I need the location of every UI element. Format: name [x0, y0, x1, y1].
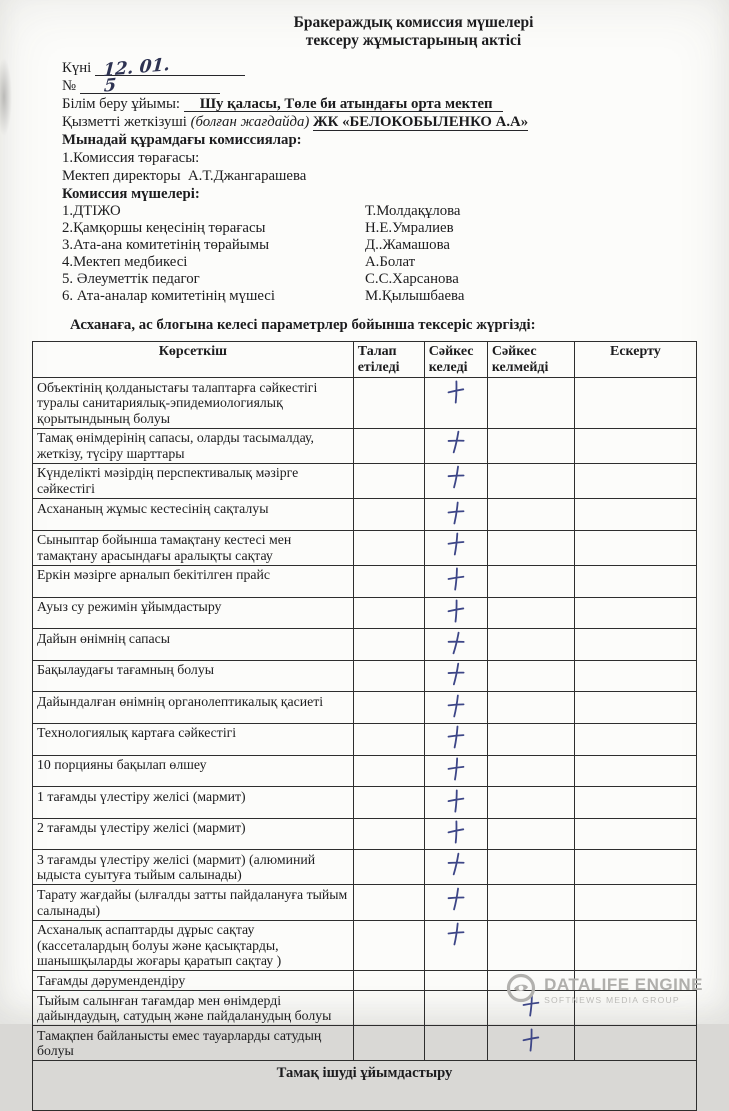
- not-complies-cell: [487, 885, 574, 920]
- document-title-line1: Бракераждық комиссия мүшелері: [293, 14, 534, 31]
- checkmark-icon: [446, 532, 466, 556]
- not-complies-cell: [487, 723, 574, 755]
- date-label: Күні: [62, 60, 92, 76]
- member-row: [62, 271, 695, 288]
- indicator-cell: Тыйым салынған тағамдар мен өнімдерді дайындаудың, сатудың және пайдаланудың болуы: [33, 991, 354, 1026]
- table-row: [33, 378, 697, 429]
- checkmark-icon: [445, 693, 466, 718]
- indicator-cell: Тарату жағдайы (ылғалды затты пайдалануға тыйым салынады): [33, 885, 354, 920]
- members-heading: Комиссия мүшелері:: [62, 186, 200, 202]
- complies-cell: [424, 818, 487, 850]
- table-header-cell: Көрсеткіш: [33, 342, 354, 378]
- required-cell: [353, 920, 424, 971]
- not-complies-cell: [487, 755, 574, 787]
- complies-cell: [424, 971, 487, 991]
- table-footer-row: [33, 1061, 697, 1111]
- member-row: [62, 237, 695, 254]
- organization-line: [62, 95, 695, 113]
- indicator-cell: Объектінің қолданыстағы талаптарға сәйкестігі туралы санитариялық-эпидемиологиялық қорытындының болуы: [33, 378, 354, 429]
- indicator-cell: Технологиялық картаға сәйкестігі: [33, 723, 354, 755]
- complies-cell: [424, 530, 487, 565]
- note-cell: [574, 660, 696, 692]
- organization-label: Білім беру ұйымы:: [62, 96, 181, 112]
- member-role: 6. Ата-аналар комитетінің мүшесі: [62, 288, 275, 304]
- note-cell: [574, 378, 696, 429]
- not-complies-cell: [487, 787, 574, 819]
- complies-cell: [424, 885, 487, 920]
- member-role: 2.Қамқоршы кеңесінің төрағасы: [62, 220, 266, 236]
- checkmark-icon: [445, 567, 466, 592]
- member-name: С.С.Харсанова: [365, 271, 459, 287]
- not-complies-cell: [487, 629, 574, 661]
- indicator-cell: Асхананың жұмыс кестесінің сақталуы: [33, 499, 354, 531]
- table-row: [33, 499, 697, 531]
- required-cell: [353, 428, 424, 463]
- not-complies-cell: [487, 850, 574, 885]
- not-complies-cell: [487, 499, 574, 531]
- header-fields: [62, 54, 695, 305]
- not-complies-cell: [487, 818, 574, 850]
- required-cell: [353, 378, 424, 429]
- commission-heading: Мынадай құрамдағы комиссиялар:: [62, 132, 302, 148]
- checkmark-icon: [446, 725, 466, 749]
- note-cell: [574, 920, 696, 971]
- checkmark-icon: [446, 500, 466, 524]
- checkmark-icon: [445, 598, 467, 624]
- required-cell: [353, 565, 424, 597]
- checkmark-icon: [445, 757, 466, 782]
- table-row: [33, 885, 697, 920]
- complies-cell: [424, 597, 487, 629]
- table-header-cell: Ескерту: [574, 342, 696, 378]
- watermark-text: [544, 976, 703, 1005]
- checkmark-icon: [445, 886, 466, 911]
- indicator-cell: 10 порцияны бақылап өлшеу: [33, 755, 354, 787]
- indicator-cell: Ауыз су режимін ұйымдастыру: [33, 597, 354, 629]
- complies-cell: [424, 660, 487, 692]
- member-row: [62, 203, 695, 220]
- indicator-cell: Тамақпен байланысты емес тауарларды сатудың болуы: [33, 1026, 354, 1061]
- indicator-cell: 1 тағамды үлестіру желісі (мармит): [33, 787, 354, 819]
- complies-cell: [424, 723, 487, 755]
- note-cell: [574, 692, 696, 724]
- note-cell: [574, 565, 696, 597]
- table-header-cell: Сәйкес келеді: [424, 342, 487, 378]
- table-footer-title: Тамақ ішуді ұйымдастыру: [33, 1061, 697, 1111]
- not-complies-cell: [487, 530, 574, 565]
- required-cell: [353, 787, 424, 819]
- number-line: [62, 77, 695, 95]
- table-row: [33, 428, 697, 463]
- required-cell: [353, 818, 424, 850]
- table-row: [33, 692, 697, 724]
- number-value-handwritten: 5: [103, 75, 117, 97]
- note-cell: [574, 597, 696, 629]
- note-cell: [574, 787, 696, 819]
- document-title-line2: тексеру жұмыстарының актісі: [305, 32, 522, 49]
- complies-cell: [424, 428, 487, 463]
- required-cell: [353, 755, 424, 787]
- indicator-cell: Еркін мәзірге арналып бекітілген прайс: [33, 565, 354, 597]
- checkmark-icon: [445, 851, 467, 877]
- table-row: [33, 565, 697, 597]
- table-row: [33, 660, 697, 692]
- chairman-label: 1.Комиссия төрағасы:: [62, 150, 200, 166]
- not-complies-cell: [487, 378, 574, 429]
- indicator-cell: Тамақ өнімдерінің сапасы, оларды тасымалдау, жеткізу, түсіру шарттары: [33, 428, 354, 463]
- required-cell: [353, 885, 424, 920]
- checkmark-icon: [445, 630, 467, 656]
- table-row: [33, 850, 697, 885]
- complies-cell: [424, 463, 487, 498]
- checkmark-icon: [445, 379, 467, 405]
- note-cell: [574, 463, 696, 498]
- complies-cell: [424, 991, 487, 1026]
- not-complies-cell: [487, 1026, 574, 1061]
- checkmark-icon: [445, 465, 466, 490]
- table-row: [33, 463, 697, 498]
- not-complies-cell: [487, 920, 574, 971]
- member-name: Д..Жамашова: [365, 237, 450, 253]
- provider-line: [62, 113, 695, 131]
- complies-cell: [424, 850, 487, 885]
- member-role: 5. Әлеуметтік педагог: [62, 271, 200, 287]
- required-cell: [353, 660, 424, 692]
- member-role: 1.ДТІЖО: [62, 203, 121, 219]
- table-row: [33, 818, 697, 850]
- watermark: [506, 973, 703, 1008]
- table-row: [33, 597, 697, 629]
- date-value-handwritten: 12. 01.: [102, 54, 171, 82]
- members-list: [62, 203, 695, 305]
- complies-cell: [424, 787, 487, 819]
- note-cell: [574, 428, 696, 463]
- header-row: [33, 342, 697, 378]
- organization-value: Шу қаласы, Төле би атындағы орта мектеп: [184, 97, 503, 112]
- checkmark-icon: [445, 819, 467, 845]
- required-cell: [353, 971, 424, 991]
- chairman-value: Мектеп директоры А.Т.Джангарашева: [62, 168, 307, 184]
- checkmark-icon: [445, 662, 467, 687]
- date-underline: [95, 54, 245, 82]
- required-cell: [353, 463, 424, 498]
- required-cell: [353, 850, 424, 885]
- indicator-cell: Тағамды дәрумендендіру: [33, 971, 354, 991]
- note-cell: [574, 723, 696, 755]
- indicator-cell: 3 тағамды үлестіру желісі (мармит) (алюминий ыдыста суытуға тыйым салынады): [33, 850, 354, 885]
- inspection-table-head: [33, 342, 697, 378]
- provider-note: (болған жағдайда): [190, 114, 310, 130]
- complies-cell: [424, 755, 487, 787]
- required-cell: [353, 1026, 424, 1061]
- required-cell: [353, 723, 424, 755]
- complies-cell: [424, 629, 487, 661]
- complies-cell: [424, 692, 487, 724]
- table-header-cell: Сәйкес келмейді: [487, 342, 574, 378]
- not-complies-cell: [487, 565, 574, 597]
- required-cell: [353, 629, 424, 661]
- provider-label: Қызметті жеткізуші: [62, 114, 187, 130]
- table-row: [33, 530, 697, 565]
- table-row: [33, 1026, 697, 1061]
- note-cell: [574, 885, 696, 920]
- note-cell: [574, 850, 696, 885]
- datalife-logo-icon: [506, 973, 536, 1008]
- watermark-title: DATALIFE ENGINE: [544, 975, 703, 994]
- note-cell: [574, 629, 696, 661]
- member-role: 4.Мектеп медбикесі: [62, 254, 188, 270]
- required-cell: [353, 499, 424, 531]
- indicator-cell: Бақылаудағы тағамның болуы: [33, 660, 354, 692]
- member-name: А.Болат: [365, 254, 416, 270]
- required-cell: [353, 692, 424, 724]
- member-row: [62, 220, 695, 237]
- required-cell: [353, 530, 424, 565]
- indicator-cell: Асханалық аспаптарды дұрыс сақтау (кассеталардың болуы және қасықтарды, шанышқыларды жоғары қаратып сақтау ): [33, 920, 354, 971]
- note-cell: [574, 499, 696, 531]
- date-line: [62, 54, 695, 82]
- number-label: №: [62, 78, 77, 94]
- table-row: [33, 723, 697, 755]
- not-complies-cell: [487, 463, 574, 498]
- member-row: [62, 288, 695, 305]
- table-row: [33, 629, 697, 661]
- complies-cell: [424, 565, 487, 597]
- checkmark-icon: [446, 922, 466, 946]
- note-cell: [574, 530, 696, 565]
- table-row: [33, 787, 697, 819]
- indicator-cell: 2 тағамды үлестіру желісі (мармит): [33, 818, 354, 850]
- indicator-cell: Сыныптар бойынша тамақтану кестесі мен тамақтану арасындағы аралықты сақтау: [33, 530, 354, 565]
- complies-cell: [424, 499, 487, 531]
- provider-value: ЖК «БЕЛОКОБЫЛЕНКО А.А»: [313, 114, 529, 130]
- member-role: 3.Ата-ана комитетінің төрайымы: [62, 237, 270, 253]
- note-cell: [574, 755, 696, 787]
- required-cell: [353, 991, 424, 1026]
- complies-cell: [424, 1026, 487, 1061]
- note-cell: [574, 1026, 696, 1061]
- number-underline: [80, 75, 220, 97]
- document-title: [62, 14, 695, 50]
- note-cell: [574, 818, 696, 850]
- table-intro: Асханаға, ас блогына келесі параметрлер бойынша тексеріс жүргізді:: [70, 317, 536, 333]
- watermark-subtitle: SOFTNEWS MEDIA GROUP: [544, 995, 680, 1005]
- not-complies-cell: [487, 428, 574, 463]
- checkmark-icon: [520, 1027, 542, 1053]
- checkmark-icon: [445, 429, 467, 455]
- indicator-cell: Күнделікті мәзірдің перспективалық мәзірге сәйкестігі: [33, 463, 354, 498]
- member-name: М.Қылышбаева: [365, 288, 465, 304]
- member-row: [62, 254, 695, 271]
- checkmark-icon: [445, 788, 467, 813]
- not-complies-cell: [487, 692, 574, 724]
- table-row: [33, 920, 697, 971]
- required-cell: [353, 597, 424, 629]
- indicator-cell: Дайындалған өнімнің органолептикалық қасиеті: [33, 692, 354, 724]
- table-row: [33, 755, 697, 787]
- member-name: Н.Е.Умралиев: [365, 220, 454, 236]
- table-header-cell: Талап етіледі: [353, 342, 424, 378]
- member-name: Т.Молдақұлова: [365, 203, 461, 219]
- not-complies-cell: [487, 660, 574, 692]
- not-complies-cell: [487, 597, 574, 629]
- complies-cell: [424, 920, 487, 971]
- complies-cell: [424, 378, 487, 429]
- indicator-cell: Дайын өнімнің сапасы: [33, 629, 354, 661]
